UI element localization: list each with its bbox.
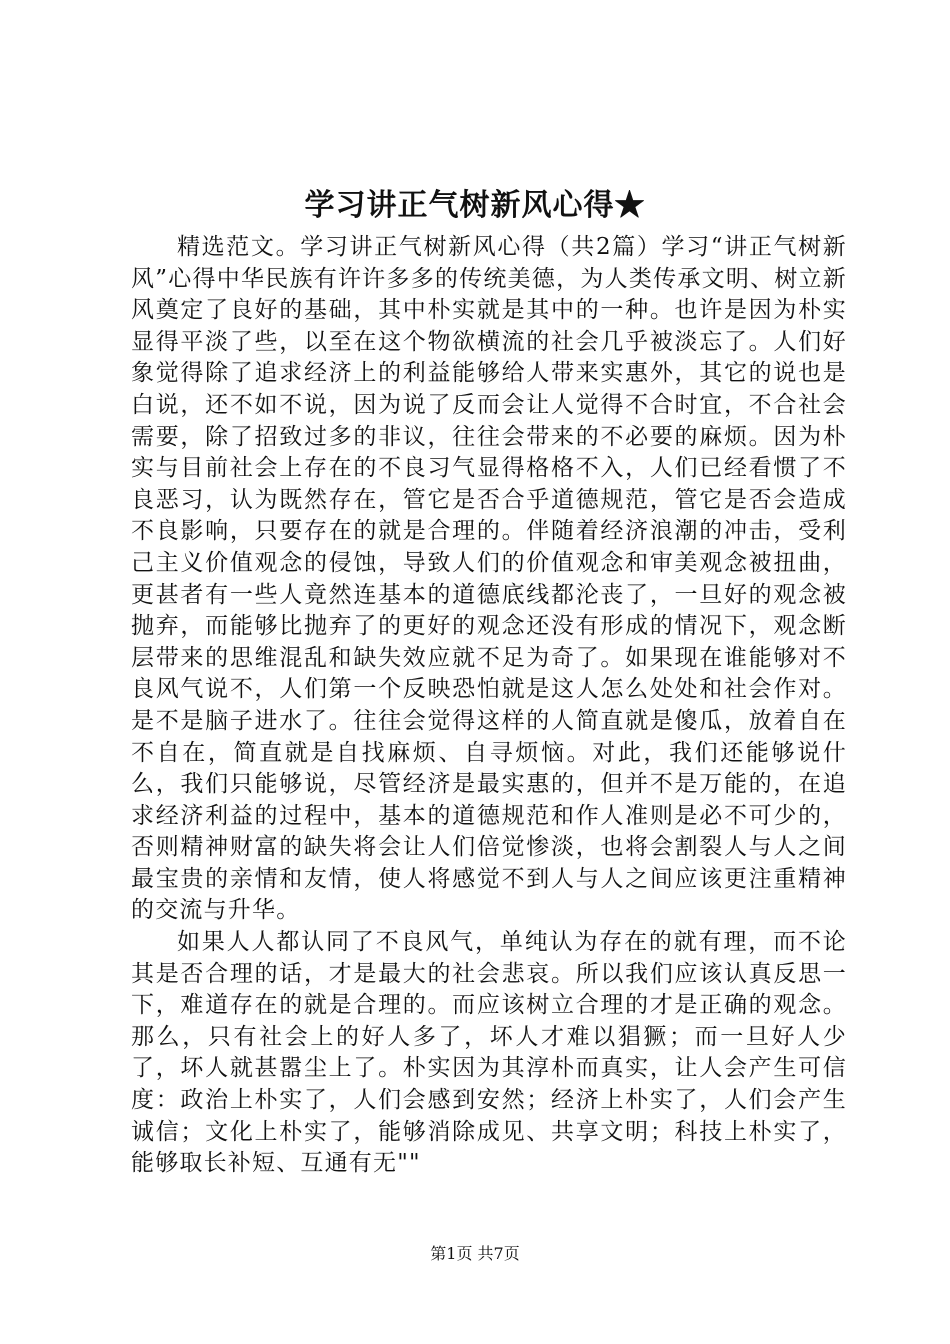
page-number-footer: 第1页 共7页 — [430, 1244, 520, 1263]
paragraph-2: 如果人人都认同了不良风气，单纯认为存在的就有理，而不论其是否合理的话，才是最大的社会悲哀。所以我们应该认真反思一下，难道存在的就是合理的。而应该树立合理的才是正确的观念。那么，只有社会上的好人多了，坏人才难以猖獗；而一旦好人少了，坏人就甚嚣尘上了。朴实因为其淳朴而真实，让人会产生可信度：政治上朴实了，人们会感到安然；经济上朴实了，人们会产生诚信；文化上朴实了，能够消除成见、共享文明；科技上朴实了，能够取长补短、互通有无"" — [131, 929, 847, 1177]
paragraph-1: 精选范文。学习讲正气树新风心得（共2篇）学习“讲正气树新风”心得中华民族有许许多多的传统美德，为人类传承文明、树立新风奠定了良好的基础，其中朴实就是其中的一种。也许是因为朴实显得平淡了些，以至在这个物欲横流的社会几乎被淡忘了。人们好象觉得除了追求经济上的利益能够给人带来实惠外，其它的说也是白说，还不如不说，因为说了反而会让人觉得不合时宜，不合社会需要，除了招致过多的非议，往往会带来的不必要的麻烦。因为朴实与目前社会上存在的不良习气显得格格不入，人们已经看惯了不良恶习，认为既然存在，管它是否合乎道德规范，管它是否会造成不良影响，只要存在的就是合理的。伴随着经济浪潮的冲击，受利己主义价值观念的侵蚀，导致人们的价值观念和审美观念被扭曲，更甚者有一些人竟然连基本的道德底线都沦丧了，一旦好的观念被抛弃，而能够比抛弃了的更好的观念还没有形成的情况下，观念断层带来的思维混乱和缺失效应就不足为奇了。如果现在谁能够对不良风气说不，人们第一个反映恐怕就是这人怎么处处和社会作对。是不是脑子进水了。往往会觉得这样的人简直就是傻瓜，放着自在不自在，简直就是自找麻烦、自寻烦恼。对此，我们还能够说什么，我们只能够说，尽管经济是最实惠的，但并不是万能的，在追求经济利益的过程中，基本的道德规范和作人准则是必不可少的，否则精神财富的缺失将会让人们倍觉惨淡，也将会割裂人与人之间最宝贵的亲情和友情，使人将感觉不到人与人之间应该更注重精神的交流与升华。 — [131, 234, 847, 924]
document-body — [131, 232, 847, 1180]
document-title: 学习讲正气树新风心得★ — [304, 188, 646, 223]
